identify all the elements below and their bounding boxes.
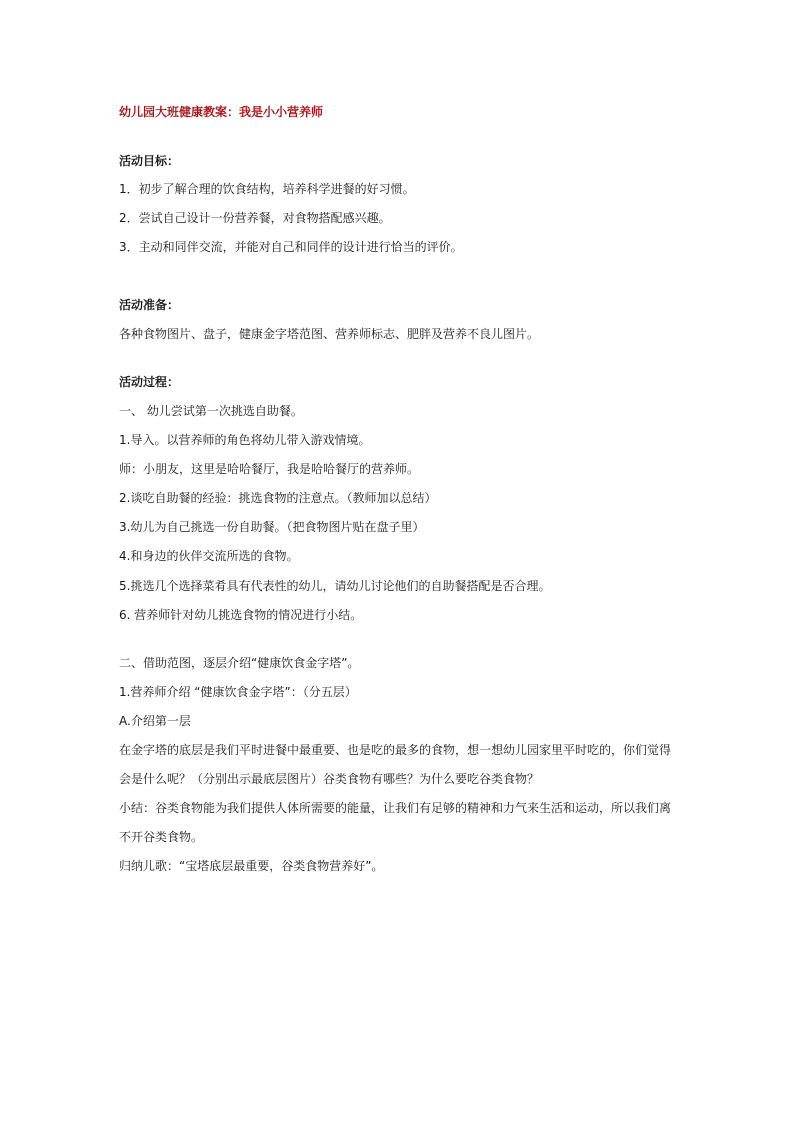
document-title: 幼儿园大班健康教案：我是小小营养师 [119,105,324,119]
rhyme-line: 归纳儿歌：“宝塔底层最重要，谷类食物营养好”。 [119,859,384,873]
process-part1-title: 一、 幼儿尝试第一次挑选自助餐。 [119,404,303,418]
process-step: 3.幼儿为自己挑选一份自助餐。（把食物图片贴在盘子里） [119,520,425,534]
preparation-text: 各种食物图片、盘子，健康金字塔范图、营养师标志、肥胖及营养不良儿图片。 [119,327,540,341]
process-step: 2.谈吃自助餐的经验：挑选食物的注意点。（教师加以总结） [119,491,437,505]
process-part2-intro: 1.营养师介绍 “健康饮食金字塔”：（分五层） [119,685,357,699]
goal-item: 2．尝试自己设计一份营养餐，对食物搭配感兴趣。 [119,211,391,225]
process-step: 4.和身边的伙伴交流所选的食物。 [119,549,299,563]
paragraph-line: 在金字塔的底层是我们平时进餐中最重要、也是吃的最多的食物，想一想幼儿园家里平时吃的，你们觉得 [119,743,672,757]
process-part2-sub: A.介绍第一层 [119,714,191,728]
process-heading: 活动过程： [119,375,180,389]
goal-item: 1．初步了解合理的饮食结构，培养科学进餐的好习惯。 [119,182,415,196]
process-step: 1.导入。以营养师的角色将幼儿带入游戏情境。 [119,433,371,447]
process-step: 师：小朋友，这里是哈哈餐厅，我是哈哈餐厅的营养师。 [119,462,420,476]
goals-heading: 活动目标： [119,154,180,168]
paragraph-line: 小结：谷类食物能为我们提供人体所需要的能量，让我们有足够的精神和力气来生活和运动，所以我们离 [119,801,672,815]
process-step: 5.挑选几个选择菜肴具有代表性的幼儿，请幼儿讨论他们的自助餐搭配是否合理。 [119,579,551,593]
process-part2-title: 二、借助范图，逐层介绍“健康饮食金字塔”。 [119,656,360,670]
paragraph-line: 会是什么呢？（分别出示最底层图片）谷类食物有哪些？为什么要吃谷类食物？ [119,772,540,786]
goal-item: 3．主动和同伴交流，并能对自己和同伴的设计进行恰当的评价。 [119,240,463,254]
paragraph-line: 不开谷类食物。 [119,830,204,844]
preparation-heading: 活动准备： [119,298,180,312]
process-step: 6. 营养师针对幼儿挑选食物的情况进行小结。 [119,608,363,622]
